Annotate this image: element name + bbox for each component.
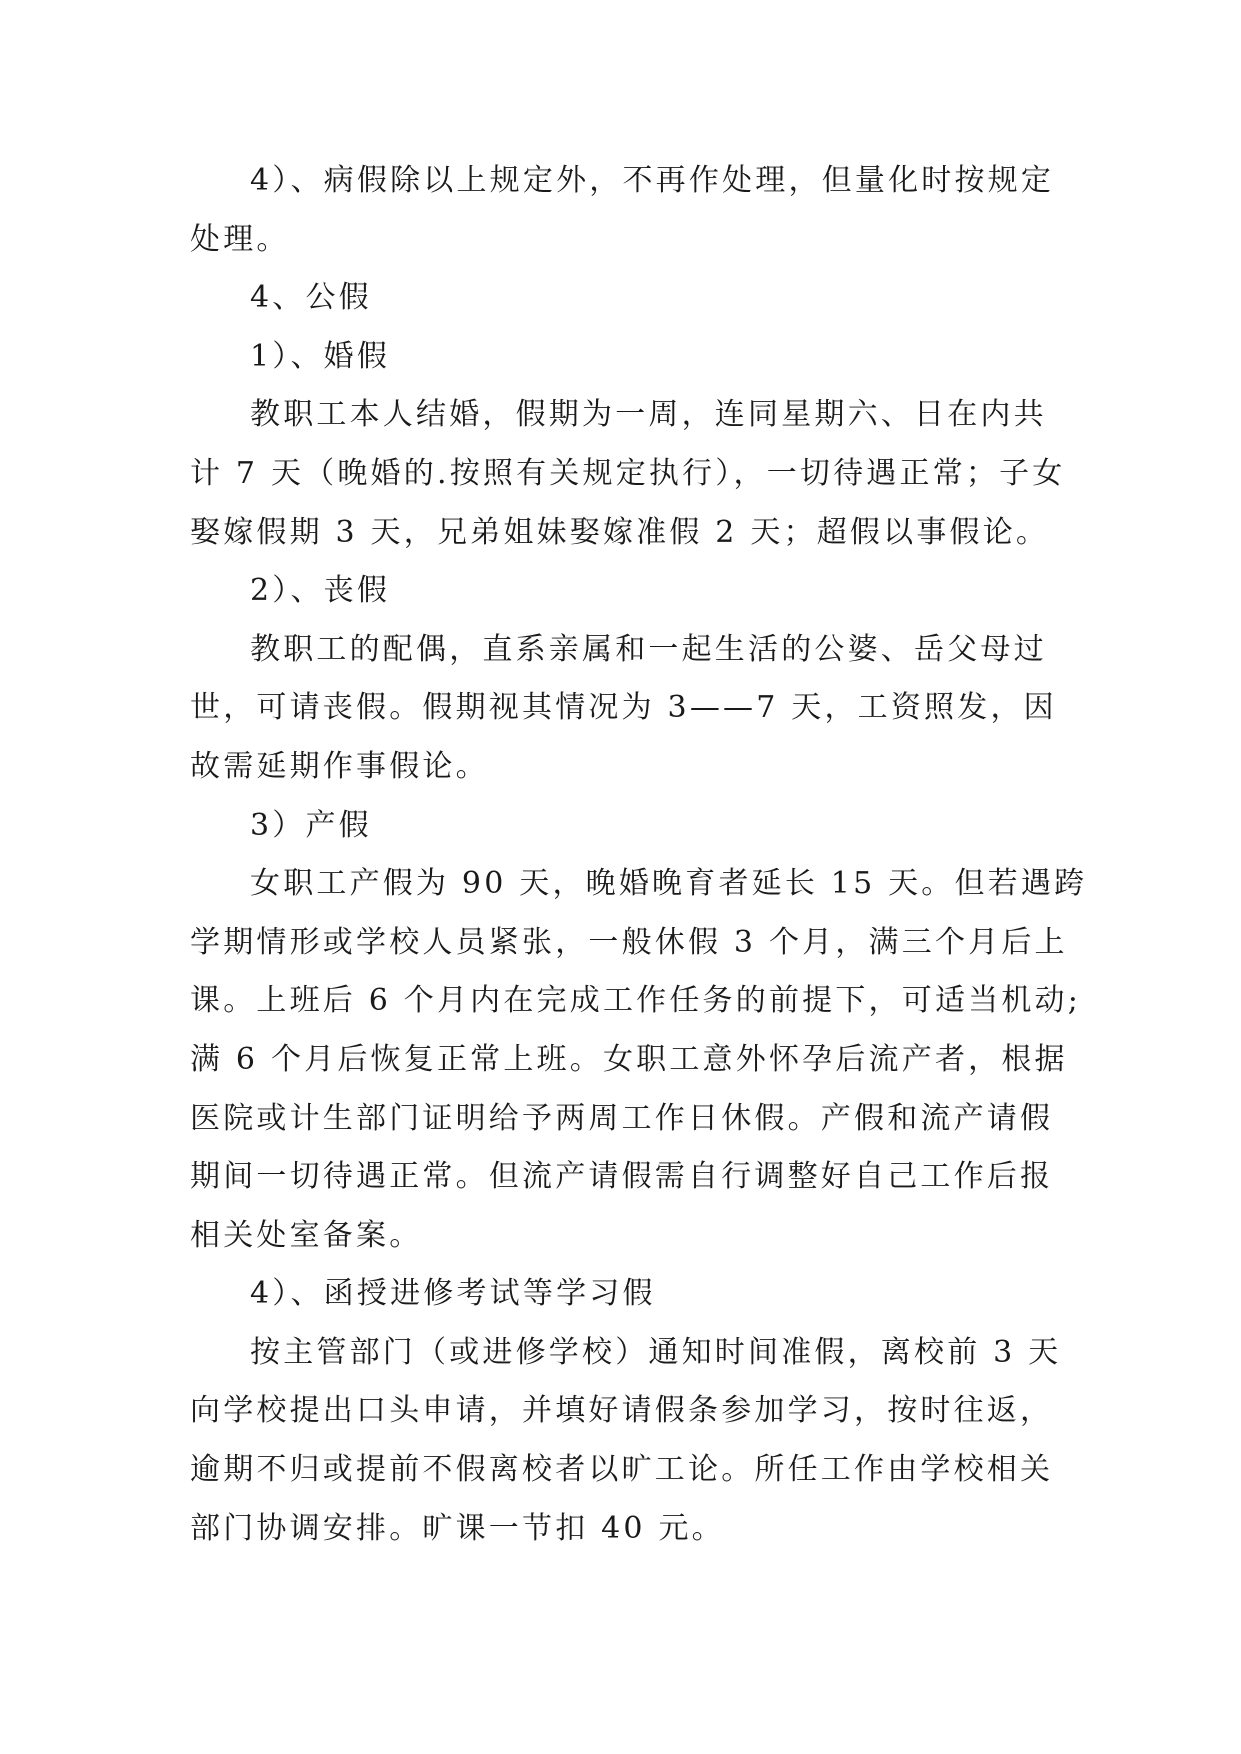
text-line: 3）产假 bbox=[250, 807, 372, 843]
text-line: 期间一切待遇正常。但流产请假需自行调整好自己工作后报 bbox=[190, 1159, 1054, 1195]
text-line: 4）、函授进修考试等学习假 bbox=[250, 1276, 656, 1312]
subheading-funeral-leave bbox=[190, 562, 1050, 621]
text-line: 逾期不归或提前不假离校者以旷工论。所任工作由学校相关 bbox=[190, 1452, 1054, 1488]
text-line: 学期情形或学校人员紧张，一般休假 3 个月，满三个月后上 bbox=[190, 924, 1068, 960]
paragraph-study-leave bbox=[190, 1324, 1062, 1558]
text-line: 课。上班后 6 个月内在完成工作任务的前提下，可适当机动; bbox=[190, 983, 1082, 1019]
text-line: 4、公假 bbox=[250, 280, 372, 316]
text-line: 向学校提出口头申请，并填好请假条参加学习，按时往返， bbox=[190, 1393, 1054, 1429]
text-line: 满 6 个月后恢复正常上班。女职工意外怀孕后流产者，根据 bbox=[190, 1041, 1068, 1077]
text-line: 女职工产假为 90 天，晚婚晚育者延长 15 天。但若遇跨 bbox=[250, 866, 1088, 902]
document-body bbox=[190, 152, 1088, 1558]
text-line: 计 7 天（晚婚的.按照有关规定执行），一切待遇正常；子女 bbox=[190, 455, 1066, 491]
text-line: 医院或计生部门证明给予两周工作日休假。产假和流产请假 bbox=[190, 1100, 1054, 1136]
text-line: 处理。 bbox=[190, 221, 290, 257]
subheading-maternity-leave bbox=[190, 797, 1050, 856]
paragraph-sick-leave-rule bbox=[190, 152, 1055, 269]
subheading-study-leave bbox=[190, 1265, 1050, 1324]
text-line: 教职工本人结婚，假期为一周，连同星期六、日在内共 bbox=[250, 397, 1047, 433]
text-line: 2）、丧假 bbox=[250, 573, 391, 609]
paragraph-funeral-leave bbox=[190, 621, 1057, 797]
paragraph-marriage-leave bbox=[190, 386, 1066, 562]
text-line: 按主管部门（或进修学校）通知时间准假，离校前 3 天 bbox=[250, 1334, 1062, 1370]
text-line: 4）、病假除以上规定外，不再作处理，但量化时按规定 bbox=[250, 163, 1055, 198]
text-line: 相关处室备案。 bbox=[190, 1217, 423, 1253]
text-line: 教职工的配偶，直系亲属和一起生活的公婆、岳父母过 bbox=[250, 631, 1047, 667]
paragraph-maternity-leave bbox=[190, 855, 1088, 1265]
subheading-marriage-leave bbox=[190, 328, 1050, 387]
text-line: 部门协调安排。旷课一节扣 40 元。 bbox=[190, 1510, 725, 1546]
text-line: 世，可请丧假。假期视其情况为 3——7 天，工资照发，因 bbox=[190, 690, 1057, 726]
text-line: 故需延期作事假论。 bbox=[190, 748, 489, 784]
section-heading-public-leave bbox=[190, 269, 1050, 328]
text-line: 1）、婚假 bbox=[250, 338, 391, 374]
text-line: 娶嫁假期 3 天，兄弟姐妹娶嫁准假 2 天；超假以事假论。 bbox=[190, 514, 1050, 550]
